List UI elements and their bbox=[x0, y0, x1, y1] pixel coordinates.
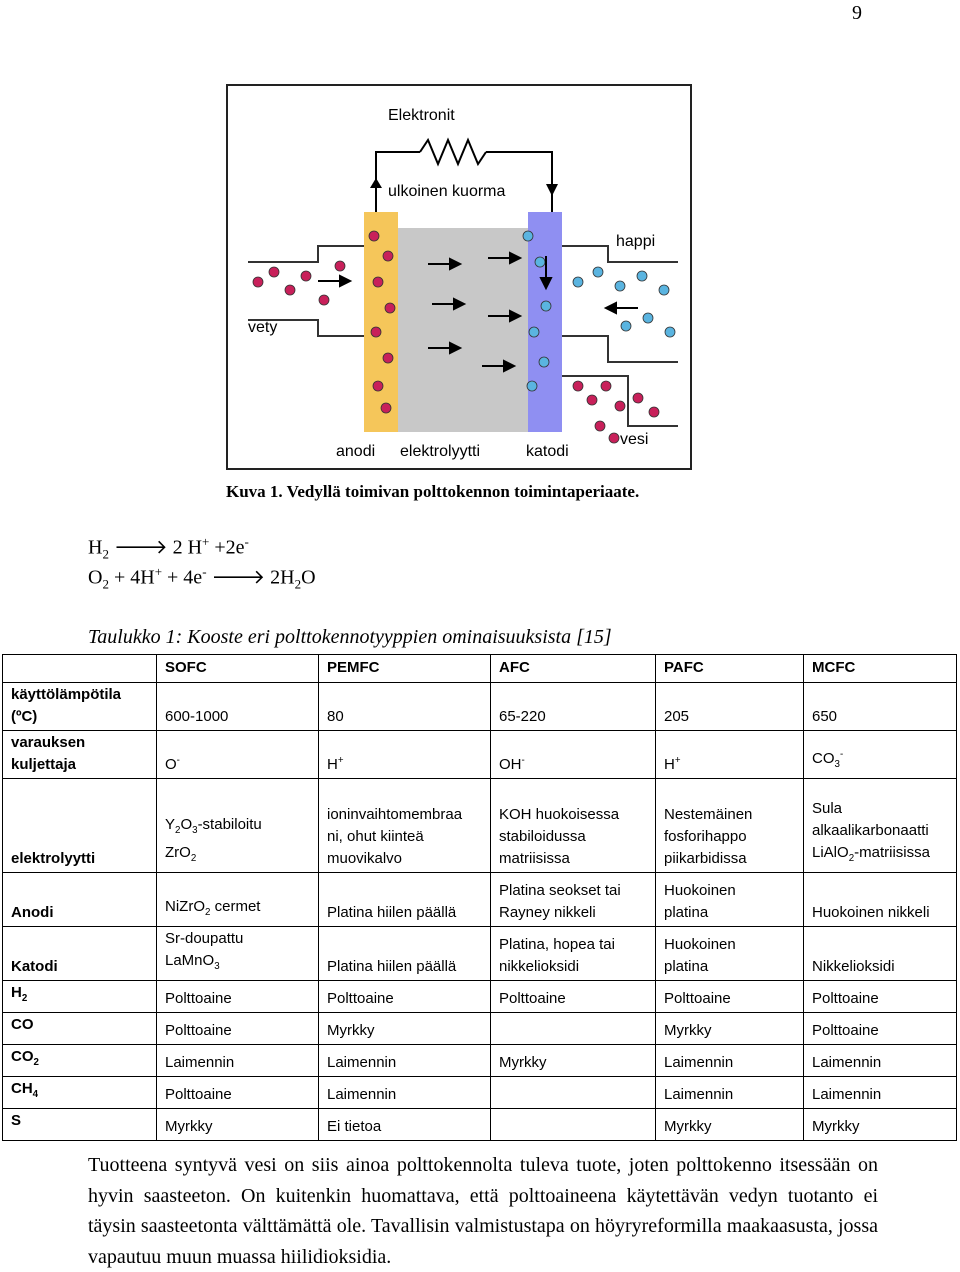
molecule-dot bbox=[381, 403, 391, 413]
cathode-plate bbox=[528, 212, 562, 432]
equation-1: $H_2$ 🡒 2 H+ +2e- bbox=[88, 534, 249, 562]
table-cell: H+ bbox=[319, 731, 491, 779]
label-hydrogen: vety bbox=[248, 319, 278, 336]
figure-caption: Kuva 1. Vedyllä toimivan polttokennon toimintaperiaate. bbox=[226, 482, 640, 501]
fuel-cell-table bbox=[2, 654, 957, 1141]
molecule-dot bbox=[385, 303, 395, 313]
molecule-dot bbox=[539, 357, 549, 367]
table-cell: Myrkky bbox=[656, 1013, 804, 1045]
table-cell: 65-220 bbox=[491, 683, 656, 731]
table-header-row bbox=[3, 655, 957, 683]
molecule-dot bbox=[665, 327, 675, 337]
circuit-wires bbox=[376, 140, 552, 216]
table-row bbox=[3, 873, 957, 927]
row-label: S bbox=[3, 1109, 157, 1141]
molecule-dot bbox=[373, 381, 383, 391]
table-row bbox=[3, 1109, 957, 1141]
table-cell: Polttoaine bbox=[491, 981, 656, 1013]
molecule-dot bbox=[535, 257, 545, 267]
row-label: Katodi bbox=[3, 927, 157, 981]
molecule-dot bbox=[615, 401, 625, 411]
label-load: ulkoinen kuorma bbox=[388, 183, 506, 200]
molecule-dot bbox=[649, 407, 659, 417]
table-row bbox=[3, 731, 957, 779]
table-cell: Myrkky bbox=[804, 1109, 957, 1141]
row-label: $CO_2$ bbox=[3, 1045, 157, 1077]
header-cell: SOFC bbox=[157, 655, 319, 683]
molecule-dot bbox=[527, 381, 537, 391]
table-cell: Platina, hopea tai nikkelioksidi bbox=[491, 927, 656, 981]
row-label: Anodi bbox=[3, 873, 157, 927]
molecule-dot bbox=[373, 277, 383, 287]
body-paragraph: Tuotteena syntyvä vesi on siis ainoa polttokennolta tuleva tuote, joten polttokenno itsessään on hyvin saasteeton. On kuitenkin huomattava, että polttoaineena käytettävän vedyn tuotanto ei täysin saasteetonta välttämättä ole. Tavallisin valmistustapa on höyryreformilla maakaasusta, jossa vapautuu muun muassa hiilidioksidia. bbox=[88, 1154, 878, 1268]
table-cell: Platina hiilen päällä bbox=[319, 873, 491, 927]
molecule-dot bbox=[269, 267, 279, 277]
fuel-cell-figure bbox=[226, 84, 692, 470]
molecule-dot bbox=[637, 271, 647, 281]
table-cell: Huokoinen platina bbox=[656, 927, 804, 981]
molecule-dot bbox=[253, 277, 263, 287]
table-caption: Taulukko 1: Kooste eri polttokennotyyppien ominaisuuksista [15] bbox=[88, 626, 612, 648]
table-cell bbox=[491, 1013, 656, 1045]
molecule-dot bbox=[587, 395, 597, 405]
table-cell: $Y_2O_3$-stabiloitu ZrO$_2$ bbox=[157, 779, 319, 873]
table-cell: ioninvaihtomembraa ni, ohut kiinteä muovikalvo bbox=[319, 779, 491, 873]
table-cell: 650 bbox=[804, 683, 957, 731]
molecule-dot bbox=[601, 381, 611, 391]
table-row bbox=[3, 1077, 957, 1109]
table-cell: KOH huokoisessa stabiloidussa matriisissa bbox=[491, 779, 656, 873]
table-cell: Laimennin bbox=[319, 1077, 491, 1109]
page-number: 9 bbox=[852, 2, 862, 24]
molecule-dot bbox=[609, 433, 619, 443]
table-cell: Laimennin bbox=[319, 1045, 491, 1077]
table-cell: Polttoaine bbox=[804, 981, 957, 1013]
table-cell: Nestemäinen fosforihappo piikarbidissa bbox=[656, 779, 804, 873]
molecule-dot bbox=[335, 261, 345, 271]
label-water: vesi bbox=[620, 431, 649, 448]
label-electrolyte: elektrolyytti bbox=[400, 443, 481, 460]
molecule-dot bbox=[643, 313, 653, 323]
molecule-dot bbox=[659, 285, 669, 295]
table-cell: Huokoinen nikkeli bbox=[804, 873, 957, 927]
molecule-dot bbox=[593, 267, 603, 277]
molecule-dot bbox=[573, 381, 583, 391]
table-cell: Huokoinen platina bbox=[656, 873, 804, 927]
label-electrons: Elektronit bbox=[388, 107, 455, 124]
label-anode: anodi bbox=[336, 443, 376, 460]
table-cell: Polttoaine bbox=[157, 1013, 319, 1045]
molecule-dot bbox=[615, 281, 625, 291]
table-cell: Myrkky bbox=[157, 1109, 319, 1141]
molecule-dot bbox=[285, 285, 295, 295]
molecule-dot bbox=[541, 301, 551, 311]
table-cell: H+ bbox=[656, 731, 804, 779]
row-label: $H_2$ bbox=[3, 981, 157, 1013]
arrow-right-icon: 🡒 bbox=[113, 536, 168, 559]
molecule-dot bbox=[621, 321, 631, 331]
table-cell: Laimennin bbox=[157, 1045, 319, 1077]
table-cell: NiZrO$_2$ cermet bbox=[157, 873, 319, 927]
oxygen-channels bbox=[562, 246, 678, 426]
table-row bbox=[3, 981, 957, 1013]
anode-plate bbox=[364, 212, 398, 432]
molecule-dot bbox=[529, 327, 539, 337]
molecule-dot bbox=[369, 231, 379, 241]
table-cell: Laimennin bbox=[804, 1045, 957, 1077]
table-cell: Myrkky bbox=[319, 1013, 491, 1045]
label-oxygen: happi bbox=[616, 233, 656, 250]
molecule-dot bbox=[319, 295, 329, 305]
molecule-dot bbox=[573, 277, 583, 287]
header-cell: PAFC bbox=[656, 655, 804, 683]
molecule-dot bbox=[383, 353, 393, 363]
row-label: käyttölämpötila (ºC) bbox=[3, 683, 157, 731]
table-row bbox=[3, 779, 957, 873]
table-cell: 205 bbox=[656, 683, 804, 731]
table-cell: Polttoaine bbox=[157, 1077, 319, 1109]
resistor-icon bbox=[420, 140, 486, 164]
table-row bbox=[3, 927, 957, 981]
table-cell: Laimennin bbox=[656, 1045, 804, 1077]
row-label: varauksen kuljettaja bbox=[3, 731, 157, 779]
table-cell: Platina seokset tai Rayney nikkeli bbox=[491, 873, 656, 927]
table-cell: Sr-doupattu LaMnO$_3$ bbox=[157, 927, 319, 981]
table-cell: Polttoaine bbox=[804, 1013, 957, 1045]
molecule-dot bbox=[383, 251, 393, 261]
table-cell: Myrkky bbox=[491, 1045, 656, 1077]
label-cathode: katodi bbox=[526, 443, 569, 460]
table-cell: Polttoaine bbox=[319, 981, 491, 1013]
header-cell: AFC bbox=[491, 655, 656, 683]
table-cell: Platina hiilen päällä bbox=[319, 927, 491, 981]
header-cell: PEMFC bbox=[319, 655, 491, 683]
table-cell bbox=[491, 1077, 656, 1109]
table-cell: Sula alkaalikarbonaatti LiAlO$_2$-matriisissa bbox=[804, 779, 957, 873]
molecule-dot bbox=[371, 327, 381, 337]
table-row bbox=[3, 683, 957, 731]
table-cell: Laimennin bbox=[656, 1077, 804, 1109]
table-cell: 80 bbox=[319, 683, 491, 731]
table-cell: Polttoaine bbox=[656, 981, 804, 1013]
table-cell: $CO_3^-$ bbox=[804, 731, 957, 779]
table-row bbox=[3, 1013, 957, 1045]
molecule-dot bbox=[633, 393, 643, 403]
table-cell: OH- bbox=[491, 731, 656, 779]
table-cell: O- bbox=[157, 731, 319, 779]
header-cell: MCFC bbox=[804, 655, 957, 683]
table-cell: Myrkky bbox=[656, 1109, 804, 1141]
arrow-right-icon: 🡒 bbox=[211, 566, 266, 589]
fuel-cell-diagram bbox=[228, 86, 690, 468]
molecule-dot bbox=[301, 271, 311, 281]
equation-2: $O_2 + 4H^+ + 4e^-$ 🡒 $2H_2O$ bbox=[88, 564, 316, 592]
molecule-dot bbox=[595, 421, 605, 431]
table-cell: Polttoaine bbox=[157, 981, 319, 1013]
row-label: CO bbox=[3, 1013, 157, 1045]
table-cell bbox=[491, 1109, 656, 1141]
table-cell: Nikkelioksidi bbox=[804, 927, 957, 981]
row-label: elektrolyytti bbox=[3, 779, 157, 873]
table-cell: Ei tietoa bbox=[319, 1109, 491, 1141]
row-label: $CH_4$ bbox=[3, 1077, 157, 1109]
molecule-dot bbox=[523, 231, 533, 241]
table-cell: 600-1000 bbox=[157, 683, 319, 731]
table-row bbox=[3, 1045, 957, 1077]
table-cell: Laimennin bbox=[804, 1077, 957, 1109]
header-cell bbox=[3, 655, 157, 683]
